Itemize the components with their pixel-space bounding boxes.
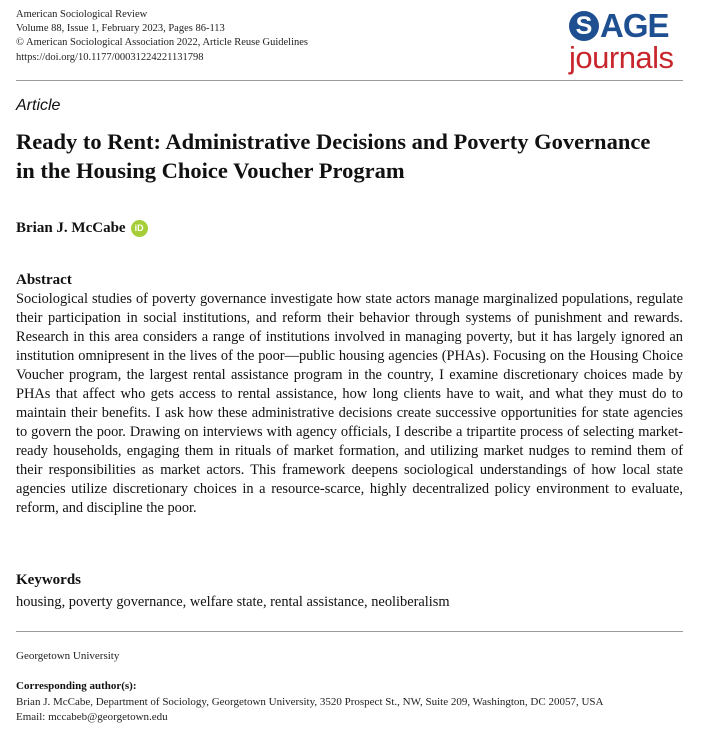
author-line — [16, 220, 148, 237]
doi-link[interactable]: https://doi.org/10.1177/00031224221131798 — [16, 51, 204, 63]
abstract-text: Sociological studies of poverty governance investigate how state actors manage marginalized populations, regulate their participation in social institutions, and reform their behavior through systems of punishment and rewards. Research in this area considers a range of institutions involved in managing poverty, but it has largely ignored an institution omnipresent in the lives of the poor—public housing agencies (PHAs). Focusing on the Housing Choice Voucher program, the largest rental assistance program in the country, I examine discretionary choices made by PHAs that affect who gets access to rental assistance, how long clients have to wait, and what they must do to maintain their benefits. I ask how these administrative decisions create successive opportunities for state agencies to govern the poor. Drawing on interviews with agency officials, I describe a tripartite process of selecting market-ready households, engaging them in rituals of market formation, and utilizing market nudges to remind them of their responsibilities as market actors. This framework deepens sociological understandings of how local state agencies utilize discretionary choices in a resource-scarce, highly decentralized policy environment to evaluate, reform, and discipline the poor. — [16, 291, 683, 516]
volume-info: Volume 88, Issue 1, February 2023, Pages 86-113 — [16, 23, 225, 35]
journal-metadata — [16, 8, 308, 65]
affiliation: Georgetown University — [16, 650, 120, 662]
copyright-line: © American Sociological Association 2022, Article Reuse Guidelines — [16, 37, 309, 49]
author-name[interactable]: Brian J. McCabe — [16, 220, 126, 236]
corresponding-author-email[interactable]: Email: mccabeb@georgetown.edu — [16, 711, 168, 723]
footer-divider — [16, 631, 683, 632]
abstract-heading: Abstract — [16, 272, 72, 288]
article-title: Ready to Rent: Administrative Decisions and Poverty Governance in the Housing Choice Voucher Program — [16, 129, 651, 183]
corresponding-author-address: Brian J. McCabe, Department of Sociology, Georgetown University, 3520 Prospect St., NW, Suite 209, Washington, DC 20057, USA — [16, 696, 604, 708]
journals-wordmark: journals — [569, 40, 674, 75]
sage-wordmark: AGE — [600, 7, 669, 44]
sage-journals-logo — [569, 8, 687, 78]
header-divider — [16, 80, 683, 81]
sage-s-mark-icon: S — [569, 11, 599, 41]
keywords-list: housing, poverty governance, welfare state, rental assistance, neoliberalism — [16, 594, 450, 610]
corresponding-author-heading: Corresponding author(s): — [16, 680, 137, 692]
keywords-heading: Keywords — [16, 572, 81, 588]
article-type-label: Article — [16, 97, 61, 114]
journal-name: American Sociological Review — [16, 9, 148, 20]
orcid-icon[interactable]: iD — [131, 220, 148, 237]
corresponding-author-details — [16, 695, 683, 725]
